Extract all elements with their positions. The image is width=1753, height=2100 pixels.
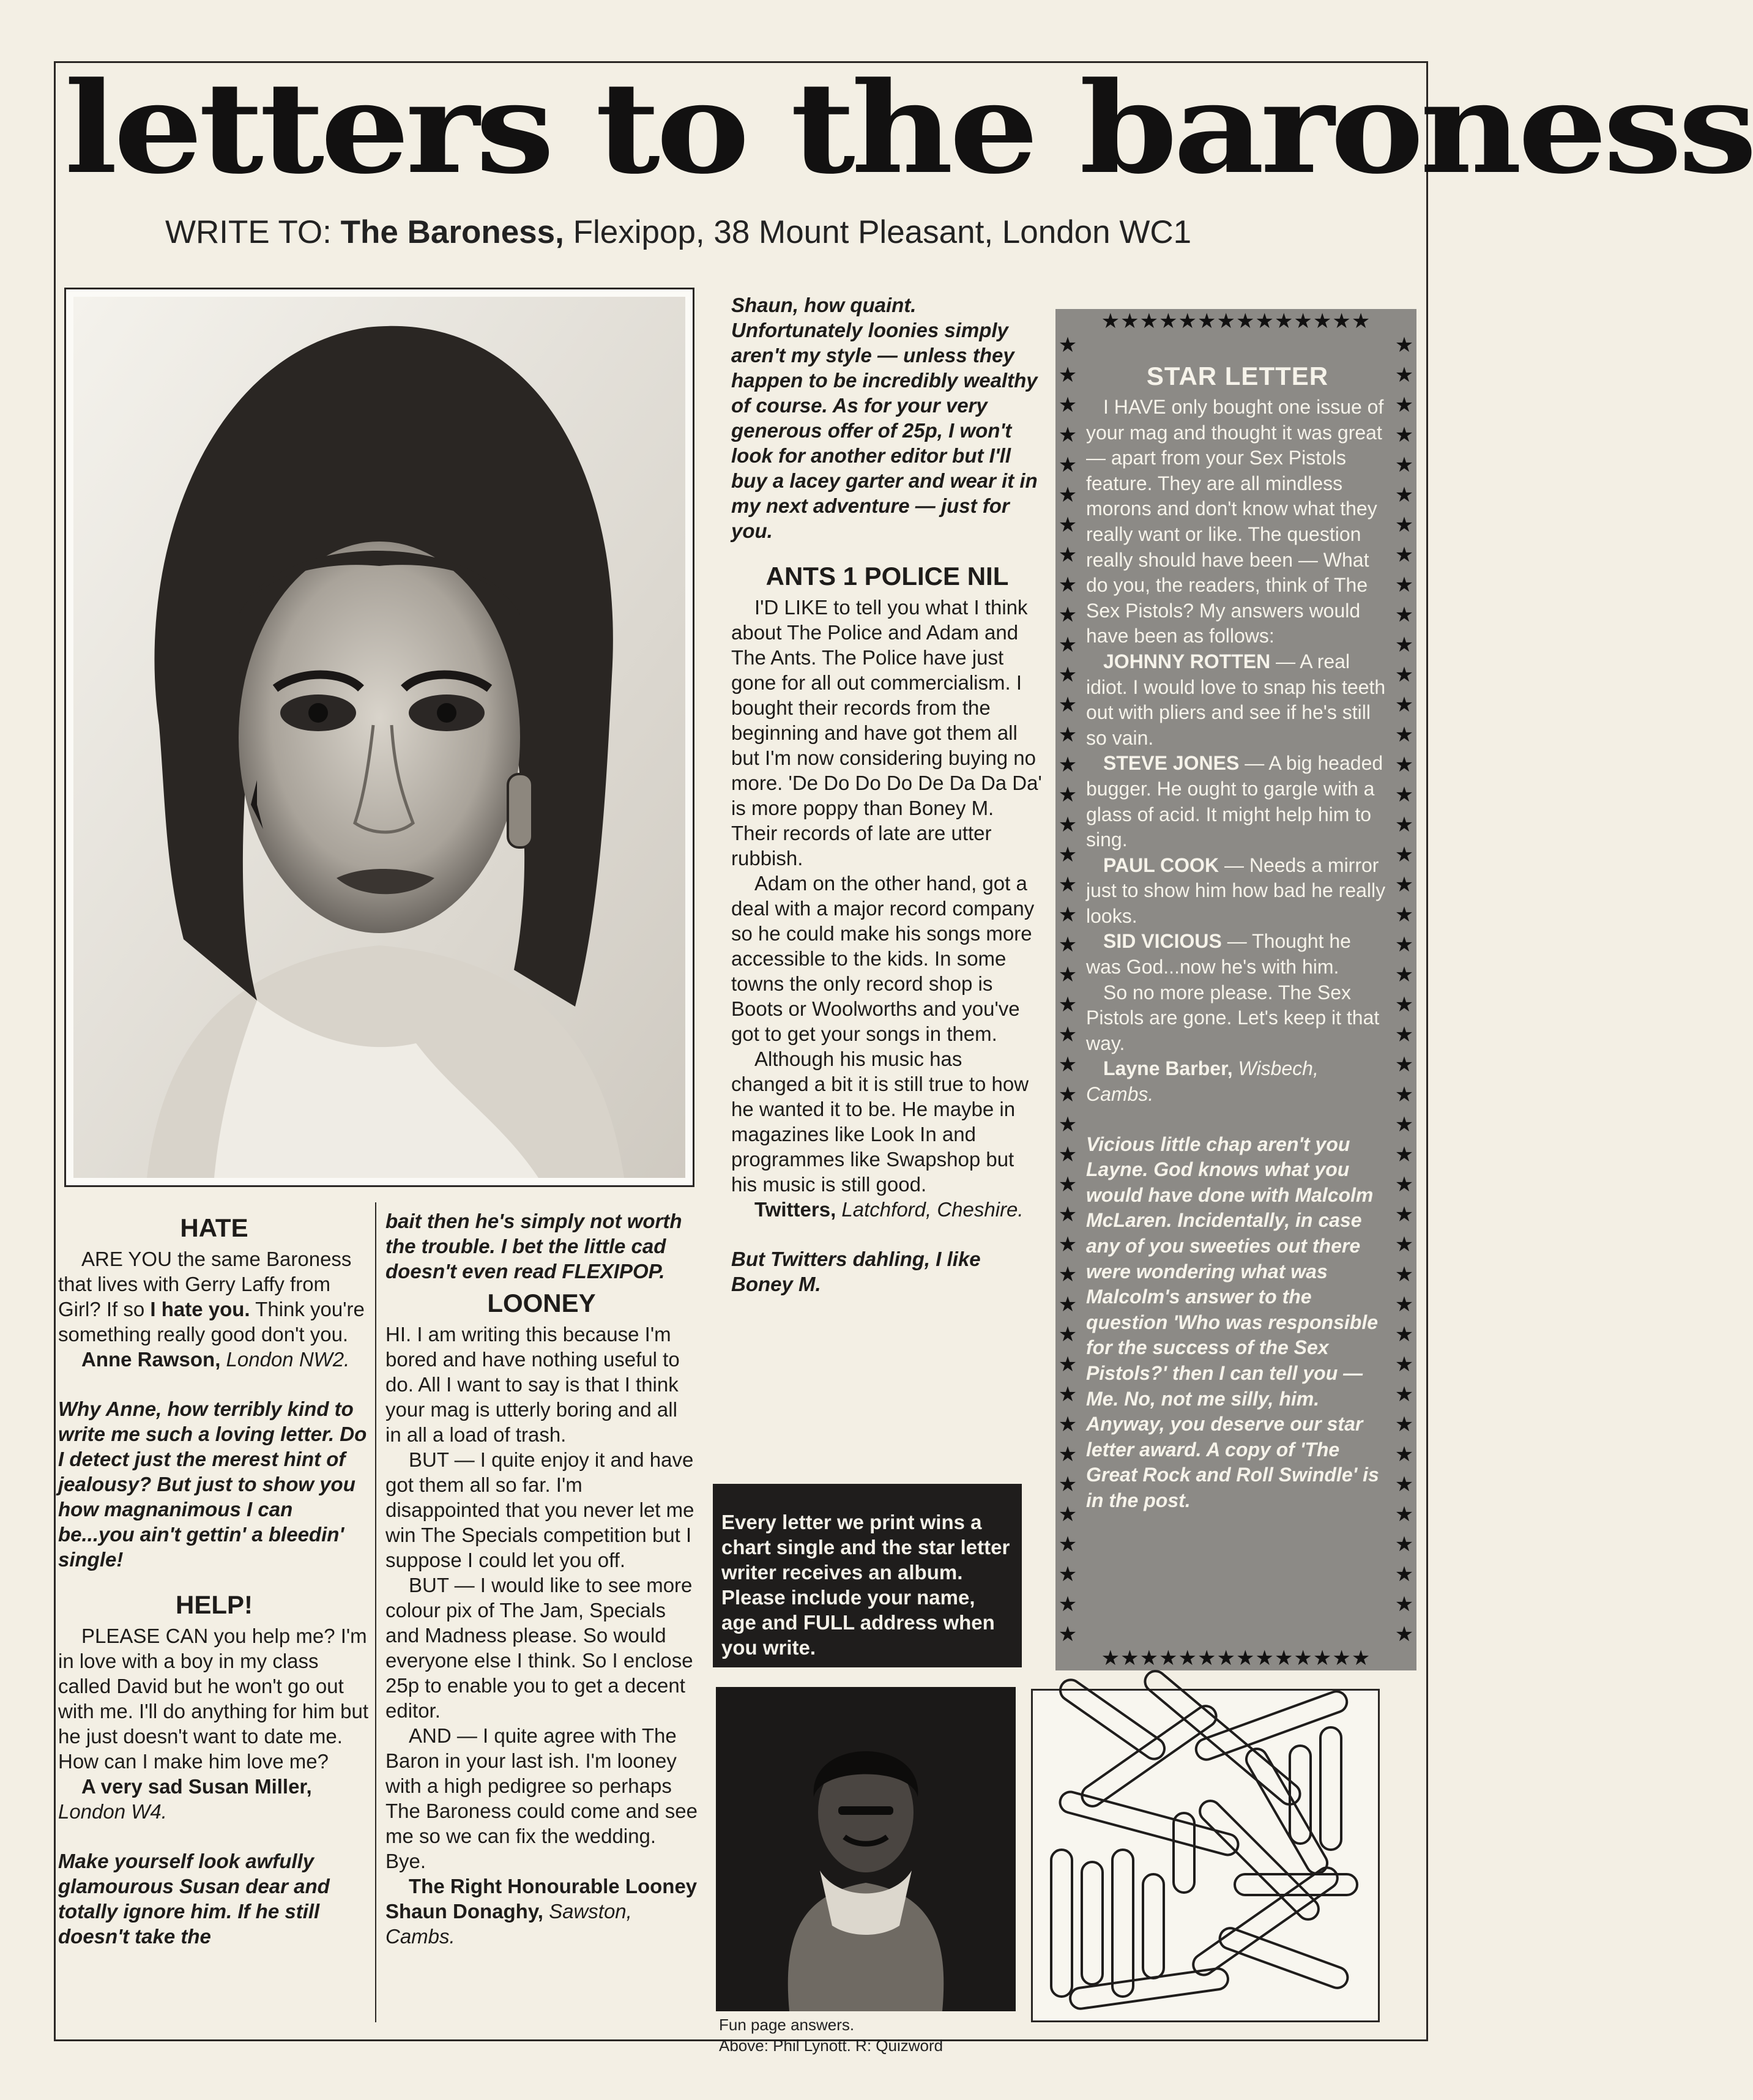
masthead-title: letters to the baroness	[64, 55, 1753, 202]
hate-heading: HATE	[180, 1213, 248, 1242]
star-border-right: ★★★★★★★★★★★★★★★★★★★★★★★★★★★★★★★★★★★★★★★★★★★★	[1394, 333, 1414, 1646]
write-to-label: WRITE TO:	[165, 214, 332, 250]
help-signature-name: A very sad Susan Miller,	[81, 1775, 312, 1798]
ants-signature-name: Twitters,	[754, 1198, 836, 1221]
star-letter-johnny-rotten	[1086, 649, 1389, 751]
column-2	[385, 1208, 698, 1949]
johnny-rotten-name: JOHNNY ROTTEN	[1103, 650, 1271, 672]
photo-caption	[719, 2014, 1037, 2056]
star-letter-signature	[1086, 1056, 1389, 1107]
hate-signature-name: Anne Rawson,	[81, 1348, 221, 1371]
help-letter: PLEASE CAN you help me? I'm in love with a boy in my class called David but he won't go out with me. I'll do anything for him but he just doesn't want to date me. How can I make him love me?	[58, 1625, 369, 1773]
looney-signature-place: Sawston, Cambs.	[385, 1900, 632, 1948]
hate-letter	[58, 1246, 370, 1347]
hate-letter-bold: I hate you.	[150, 1298, 250, 1320]
star-letter-content	[1086, 358, 1389, 1514]
column-3	[731, 292, 1043, 1297]
caption-line-1: Fun page answers.	[719, 2016, 855, 2034]
looney-signature	[385, 1874, 698, 1949]
sid-vicious-text: — Thought he was God...now he's with him.	[1086, 930, 1351, 978]
portrait-illustration	[73, 297, 685, 1178]
star-letter-sid-vicious	[1086, 929, 1389, 980]
star-letter-title: STAR LETTER	[1146, 362, 1329, 390]
star-letter-reply: Vicious little chap aren't you Layne. God knows what you would have done with Malcolm McLaren. Incidentally, in case any of you sweeties out there were wondering what was Malcolm's answer to the question 'Who was responsible for the success of the Sex Pistols?' then I can tell you — Me. No, not me silly, him. Anyway, you deserve our star letter award. A copy of 'The Great Rock and Roll Swindle' is in the post.	[1086, 1133, 1379, 1511]
column-divider	[375, 1202, 376, 2022]
hate-letter-text: ARE YOU the same Baroness that lives with Gerry Laffy from Girl? If so	[58, 1248, 352, 1320]
star-letter-paragraph-1: I HAVE only bought one issue of your mag and thought it was great — apart from your Sex Pistols feature. They are all mindless morons and don't know what they really want or like. The question really should have been — What do you, the readers, think of The Sex Pistols? My answers would have been as follows:	[1086, 396, 1384, 647]
ants-heading: ANTS 1 POLICE NIL	[765, 562, 1009, 590]
paul-cook-name: PAUL COOK	[1103, 854, 1219, 876]
help-heading: HELP!	[176, 1590, 253, 1619]
help-signature	[58, 1774, 370, 1824]
johnny-rotten-text: — A real idiot. I would love to snap his teeth out with pliers and see if he's still so vain.	[1086, 650, 1386, 749]
star-letter-paul-cook	[1086, 853, 1389, 929]
help-reply-continued: bait then he's simply not worth the trouble. I bet the little cad doesn't even read FLEXIPOP.	[385, 1210, 682, 1283]
ants-paragraph-1: I'D LIKE to tell you what I think about The Police and Adam and The Ants. The Police have just gone for all out commercialism. I bought their records from the beginning and have got them all but I'm now considering buying no more. 'De Do Do Do De Da Da Da' is more poppy than Boney M. Their records of late are utter rubbish.	[731, 596, 1042, 869]
ants-signature	[731, 1197, 1043, 1222]
steve-jones-text: — A big headed bugger. He ought to gargle with a glass of acid. It might help him to sing.	[1086, 752, 1383, 851]
hate-letter-text-2: Think you're something really good don't you.	[58, 1298, 365, 1346]
phil-lynott-photo	[716, 1687, 1016, 2011]
hate-reply: Why Anne, how terribly kind to write me such a loving letter. Do I detect just the merest hint of jealousy? But just to show you how magnanimous I can be...you ain't gettin' a bleedin' single!	[58, 1398, 367, 1571]
looney-reply: Shaun, how quaint. Unfortunately loonies simply aren't my style — unless they happen to be incredibly wealthy of course. As for your very generous offer of 25p, I won't look for another editor but I'll buy a lacey garter and wear it in my next adventure — just for you.	[731, 294, 1038, 542]
ants-paragraph-3: Although his music has changed a bit it is still true to how he wanted it to be. He maybe in magazines like Look In and programmes like Swapshop but his music is still good.	[731, 1048, 1029, 1196]
looney-heading: LOONEY	[487, 1289, 596, 1317]
star-letter-box	[1055, 309, 1416, 1670]
write-to-line	[165, 208, 1328, 257]
star-border-left: ★★★★★★★★★★★★★★★★★★★★★★★★★★★★★★★★★★★★★★★★★★★★	[1058, 333, 1077, 1646]
star-letter-signature-place: Wisbech, Cambs.	[1086, 1057, 1319, 1106]
looney-paragraph-2: BUT — I quite enjoy it and have got them all so far. I'm disappointed that you never let me win The Specials competition but I suppose I could let you off.	[385, 1448, 694, 1571]
quizword-grid-illustration	[1033, 1691, 1378, 2020]
steve-jones-name: STEVE JONES	[1103, 752, 1240, 775]
help-signature-place: London W4.	[58, 1800, 167, 1823]
ants-reply: But Twitters dahling, I like Boney M.	[731, 1248, 981, 1295]
looney-signature-name: The Right Honourable Looney Shaun Donaghy,	[385, 1875, 698, 1923]
write-to-address: Flexipop, 38 Mount Pleasant, London WC1	[573, 214, 1192, 250]
hate-signature	[58, 1347, 370, 1372]
star-letter-paragraph-2: So no more please. The Sex Pistols are gone. Let's keep it that way.	[1086, 981, 1380, 1054]
looney-paragraph-3: BUT — I would like to see more colour pix of The Jam, Specials and Madness please. So would everyone else I think. So I enclose 25p to enable you to get a decent editor.	[385, 1574, 693, 1722]
ants-signature-place: Latchford, Cheshire.	[841, 1198, 1024, 1221]
sid-vicious-name: SID VICIOUS	[1103, 930, 1222, 953]
star-letter-signature-name: Layne Barber,	[1103, 1057, 1233, 1080]
star-border-top: ★★★★★★★★★★★★★★	[1101, 310, 1371, 333]
write-to-addressee: The Baroness,	[340, 214, 564, 250]
star-letter-steve-jones	[1086, 751, 1389, 852]
portrait-photo	[64, 288, 694, 1187]
ants-paragraph-2: Adam on the other hand, got a deal with a major record company so he could make his songs more accessible to the kids. In some towns the only record shop is Boots or Woolworths and you've got to get your songs in them.	[731, 872, 1035, 1045]
phil-lynott-illustration	[716, 1687, 1016, 2011]
caption-line-2: Above: Phil Lynott. R: Quizword	[719, 2036, 943, 2055]
paul-cook-text: — Needs a mirror just to show him how bad he really looks.	[1086, 854, 1386, 927]
looney-paragraph-1: HI. I am writing this because I'm bored and have nothing useful to do. All I want to say is that I think your mag is utterly boring and all in all a load of trash.	[385, 1323, 680, 1446]
hate-signature-place: London NW2.	[226, 1348, 350, 1371]
looney-paragraph-4: AND — I quite agree with The Baron in your last ish. I'm looney with a high pedigree so perhaps The Baroness could come and see me so we can fix the wedding. Bye.	[385, 1724, 698, 1872]
column-1	[58, 1208, 370, 1949]
quizword-puzzle	[1031, 1689, 1380, 2022]
prize-notice: Every letter we print wins a chart single and the star letter writer receives an album. Please include your name, age and FULL address when you write.	[713, 1484, 1022, 1667]
star-border-bottom: ★★★★★★★★★★★★★★	[1101, 1647, 1371, 1670]
help-reply: Make yourself look awfully glamourous Susan dear and totally ignore him. If he still doesn't take the	[58, 1850, 330, 1948]
